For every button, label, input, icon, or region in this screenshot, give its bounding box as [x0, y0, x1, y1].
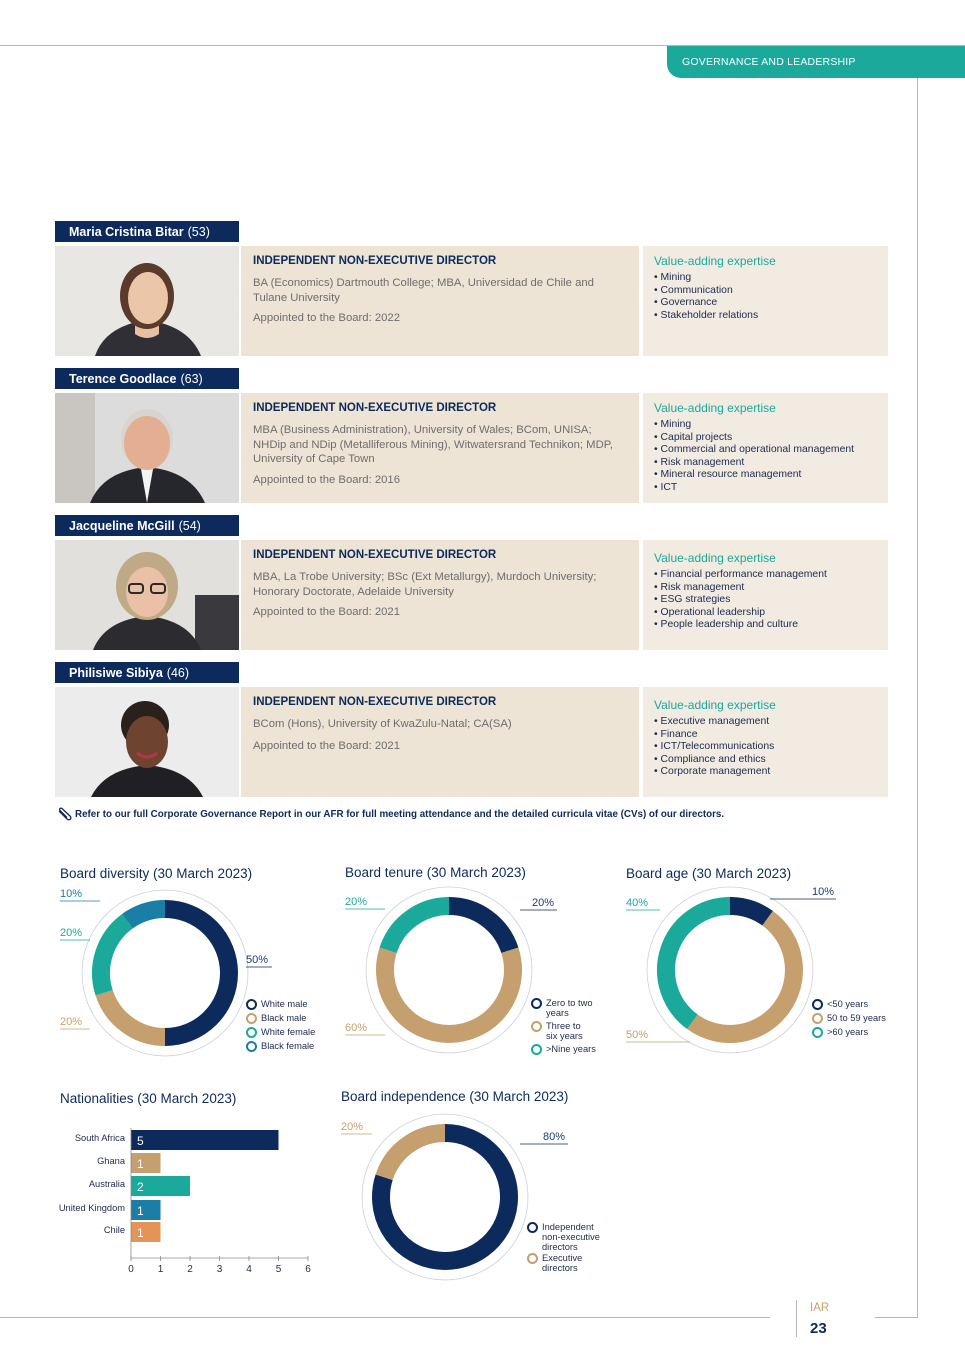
director-name: Maria Cristina Bitar — [69, 224, 184, 239]
director-qualifications: MBA (Business Administration), University of Wales; BCom, UNISA; NHDip and NDip (Metalliferous Mining), Witwatersrand Technikon; MDP, University of Cape Town — [253, 424, 613, 465]
expertise-item: • ICT — [654, 482, 877, 495]
expertise-item: • Mining — [654, 419, 877, 432]
pct-label: 20% — [532, 897, 555, 909]
expertise-item: • People leadership and culture — [654, 619, 877, 632]
legend-label: >Nine years — [546, 1044, 596, 1054]
legend-label: Zero to two years — [546, 998, 593, 1018]
expertise-item: • ICT/Telecommunications — [654, 741, 877, 754]
pct-label: 80% — [543, 1131, 566, 1143]
bar-value-label: 2 — [137, 1180, 144, 1194]
pct-label: 50% — [246, 954, 269, 966]
x-tick-label: 1 — [157, 1264, 164, 1275]
legend-label: Three to six years — [546, 1021, 583, 1041]
bar-value-label: 1 — [137, 1157, 144, 1171]
expertise-item: • Risk management — [654, 582, 877, 595]
director-appointed: Appointed to the Board: 2021 — [253, 606, 400, 618]
expertise-title: Value-adding expertise — [654, 401, 776, 415]
director-qualifications: BCom (Hons), University of KwaZulu-Natal; CA(SA) — [253, 718, 512, 730]
expertise-item: • Stakeholder relations — [654, 310, 877, 323]
note-text: Refer to our full Corporate Governance Report in our AFR for full meeting attendance and the detailed curricula vitae (CVs) of our directors. — [75, 808, 725, 820]
x-tick-label: 6 — [305, 1264, 311, 1275]
director-name: Jacqueline McGill — [69, 518, 175, 533]
director-age: (63) — [180, 371, 203, 386]
expertise-title: Value-adding expertise — [654, 551, 776, 565]
legend-label: Independent non-executive directors — [542, 1222, 600, 1252]
expertise-item: • Risk management — [654, 457, 877, 470]
chart-title-tenure: Board tenure (30 March 2023) — [345, 865, 526, 880]
bar-category-label: Ghana — [97, 1156, 125, 1166]
legend-label: Black male — [261, 1013, 307, 1023]
expertise-item: • Operational leadership — [654, 607, 877, 620]
x-tick-label: 3 — [216, 1264, 223, 1275]
x-tick-label: 0 — [128, 1264, 134, 1275]
pct-label: 10% — [812, 886, 835, 898]
chart-title-independence: Board independence (30 March 2023) — [341, 1089, 569, 1104]
expertise-item: • Financial performance management — [654, 569, 877, 582]
bar — [131, 1222, 161, 1242]
legend-label: Executive directors — [542, 1253, 583, 1273]
expertise-title: Value-adding expertise — [654, 254, 776, 268]
director-age: (53) — [187, 224, 210, 239]
footer-report-name: IAR — [810, 1302, 830, 1314]
bar-value-label: 1 — [137, 1226, 144, 1240]
legend-label: White female — [261, 1027, 316, 1037]
expertise-title: Value-adding expertise — [654, 698, 776, 712]
bar-value-label: 5 — [137, 1134, 144, 1148]
chart-title-diversity: Board diversity (30 March 2023) — [60, 866, 253, 881]
expertise-item: • Governance — [654, 297, 877, 310]
x-tick-label: 5 — [275, 1264, 282, 1275]
legend-label: White male — [261, 999, 308, 1009]
bar — [131, 1200, 161, 1220]
bar-category-label: Australia — [88, 1179, 125, 1189]
director-role: INDEPENDENT NON-EXECUTIVE DIRECTOR — [253, 402, 497, 414]
footer-divider — [796, 1300, 797, 1337]
pct-label: 50% — [626, 1029, 649, 1041]
legend-label: >60 years — [827, 1027, 869, 1037]
bar-category-label: Chile — [103, 1225, 125, 1235]
director-name: Terence Goodlace — [69, 371, 177, 386]
expertise-item: • Mineral resource management — [654, 469, 877, 482]
expertise-item: • Corporate management — [654, 766, 877, 779]
pct-label: 40% — [626, 897, 649, 909]
x-tick-label: 2 — [187, 1264, 193, 1275]
expertise-item: • Executive management — [654, 716, 877, 729]
director-role: INDEPENDENT NON-EXECUTIVE DIRECTOR — [253, 255, 497, 267]
director-appointed: Appointed to the Board: 2021 — [253, 739, 400, 752]
page-number: 23 — [810, 1320, 827, 1337]
pct-label: 10% — [60, 888, 83, 900]
expertise-item: • Communication — [654, 285, 877, 298]
director-age: (46) — [166, 665, 190, 680]
director-qualifications: BA (Economics) Dartmouth College; MBA, Universidad de Chile and Tulane University — [253, 277, 594, 304]
bar-category-label: South Africa — [74, 1133, 125, 1143]
director-name: Philisiwe Sibiya — [69, 665, 163, 680]
bar-category-label: United Kingdom — [58, 1203, 125, 1213]
pct-label: 60% — [345, 1022, 368, 1034]
director-role: INDEPENDENT NON-EXECUTIVE DIRECTOR — [253, 696, 497, 708]
bar-value-label: 1 — [137, 1204, 144, 1218]
director-age: (54) — [178, 518, 201, 533]
director-qualifications: MBA, La Trobe University; BSc (Ext Metallurgy), Murdoch University; Honorary Doctorate, Adelaide University — [253, 571, 597, 598]
legend-label: 50 to 59 years — [827, 1013, 886, 1023]
expertise-item: • Compliance and ethics — [654, 754, 877, 767]
section-tab: GOVERNANCE AND LEADERSHIP — [667, 46, 965, 78]
chart-title-age: Board age (30 March 2023) — [626, 866, 792, 881]
expertise-item: • ESG strategies — [654, 594, 877, 607]
director-appointed: Appointed to the Board: 2016 — [253, 473, 400, 486]
expertise-item: • Commercial and operational management — [654, 444, 877, 457]
expertise-item: • Mining — [654, 272, 877, 285]
chart-title-nationalities: Nationalities (30 March 2023) — [60, 1091, 237, 1106]
bar — [131, 1130, 279, 1150]
pct-label: 20% — [60, 1016, 83, 1028]
x-tick-label: 4 — [246, 1264, 252, 1275]
director-appointed: Appointed to the Board: 2022 — [253, 312, 400, 324]
legend-label: <50 years — [827, 999, 869, 1009]
pct-label: 20% — [341, 1121, 364, 1133]
bar — [131, 1153, 161, 1173]
pct-label: 20% — [345, 896, 368, 908]
expertise-item: • Capital projects — [654, 432, 877, 445]
director-role: INDEPENDENT NON-EXECUTIVE DIRECTOR — [253, 549, 497, 561]
legend-label: Black female — [261, 1041, 315, 1051]
expertise-item: • Finance — [654, 729, 877, 742]
pct-label: 20% — [60, 927, 83, 939]
